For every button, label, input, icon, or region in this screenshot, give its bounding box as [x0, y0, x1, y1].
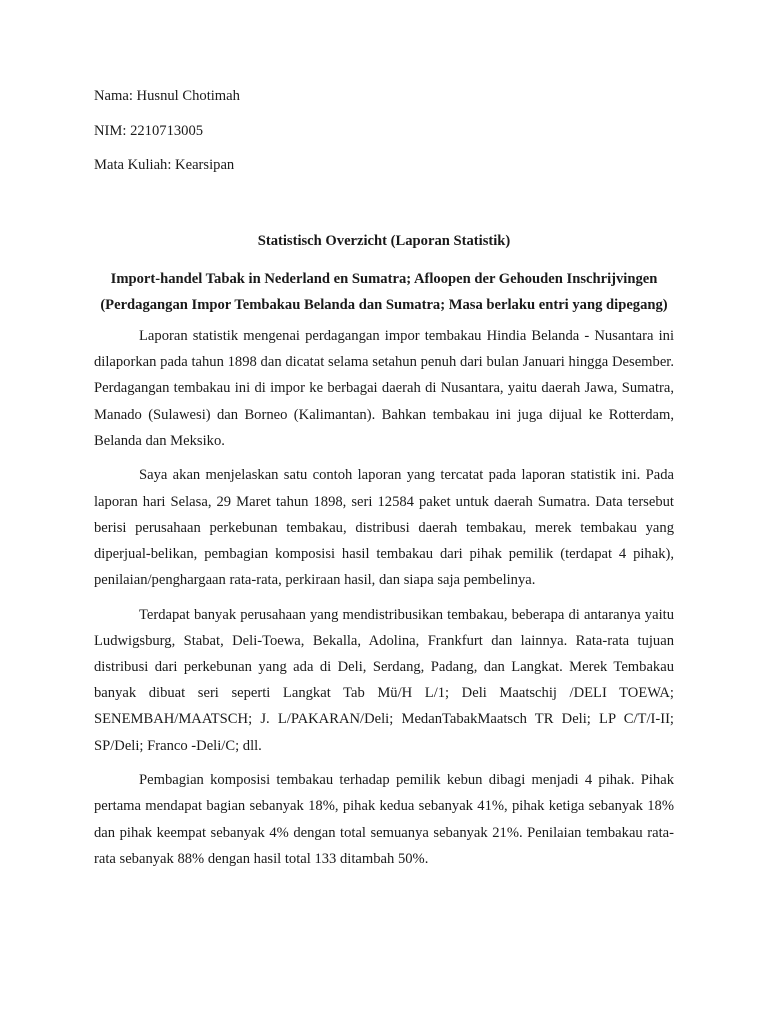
body-paragraph-4: Pembagian komposisi tembakau terhadap pemilik kebun dibagi menjadi 4 pihak. Pihak pertama mendapat bagian sebanyak 18%, pihak kedua sebanyak 41%, pihak ketiga sebanyak 18% dan pihak keempat sebanyak 4% dengan total semuanya sebanyak 21%. Penilaian tembakau rata-rata sebanyak 88% dengan hasil total 133 ditambah 50%. — [94, 772, 674, 867]
student-nim: NIM: 2210713005 — [94, 122, 204, 139]
body-paragraph-2: Saya akan menjelaskan satu contoh laporan yang tercatat pada laporan statistik ini. Pada laporan hari Selasa, 29 Maret tahun 1898, seri 12584 paket untuk daerah Sumatra. Data tersebut berisi perusahaan perkebunan tembakau, distribusi daerah tembakau, merek tembakau yang diperjual-belikan, pembagian komposisi hasil tembakau dari pihak pemilik (terdapat 4 pihak), penilaian/penghargaan rata-rata, perkiraan hasil, dan siapa saja pembelinya. — [94, 467, 674, 589]
document-title: Statistisch Overzicht (Laporan Statistik) — [257, 233, 511, 249]
body-paragraph-1: Laporan statistik mengenai perdagangan impor tembakau Hindia Belanda - Nusantara ini dilaporkan pada tahun 1898 dan dicatat selama setahun penuh dari bulan Januari hingga Desember. Perdagangan tembakau ini di impor ke berbagai daerah di Nusantara, yaitu daerah Jawa, Sumatra, Manado (Sulawesi) dan Borneo (Kalimantan). Bahkan tembakau ini juga dijual ke Rotterdam, Belanda dan Meksiko. — [94, 328, 674, 449]
body-paragraph-3: Terdapat banyak perusahaan yang mendistribusikan tembakau, beberapa di antaranya yaitu Ludwigsburg, Stabat, Deli-Toewa, Bekalla, Adolina, Frankfurt dan lainnya. Rata-rata tujuan distribusi dari perkebunan yang ada di Deli, Serdang, Padang, dan Langkat. Merek Tembakau banyak dibuat seri seperti Langkat Tab Mü/H L/1; Deli Maatschij /DELI TOEWA; SENEMBAH/MAATSCH; J. L/PAKARAN/Deli; MedanTabakMaatsch TR Deli; LP C/T/I-II; SP/Deli; Franco -Deli/C; dll. — [94, 606, 674, 754]
course-name: Mata Kuliah: Kearsipan — [94, 157, 235, 173]
document-subtitle: Import-handel Tabak in Nederland en Sumatra; Afloopen der Gehouden Inschrijvingen (Perdagangan Impor Tembakau Belanda dan Sumatra; Masa berlaku entri yang dipegang) — [100, 271, 668, 313]
student-name: Nama: Husnul Chotimah — [94, 88, 240, 104]
